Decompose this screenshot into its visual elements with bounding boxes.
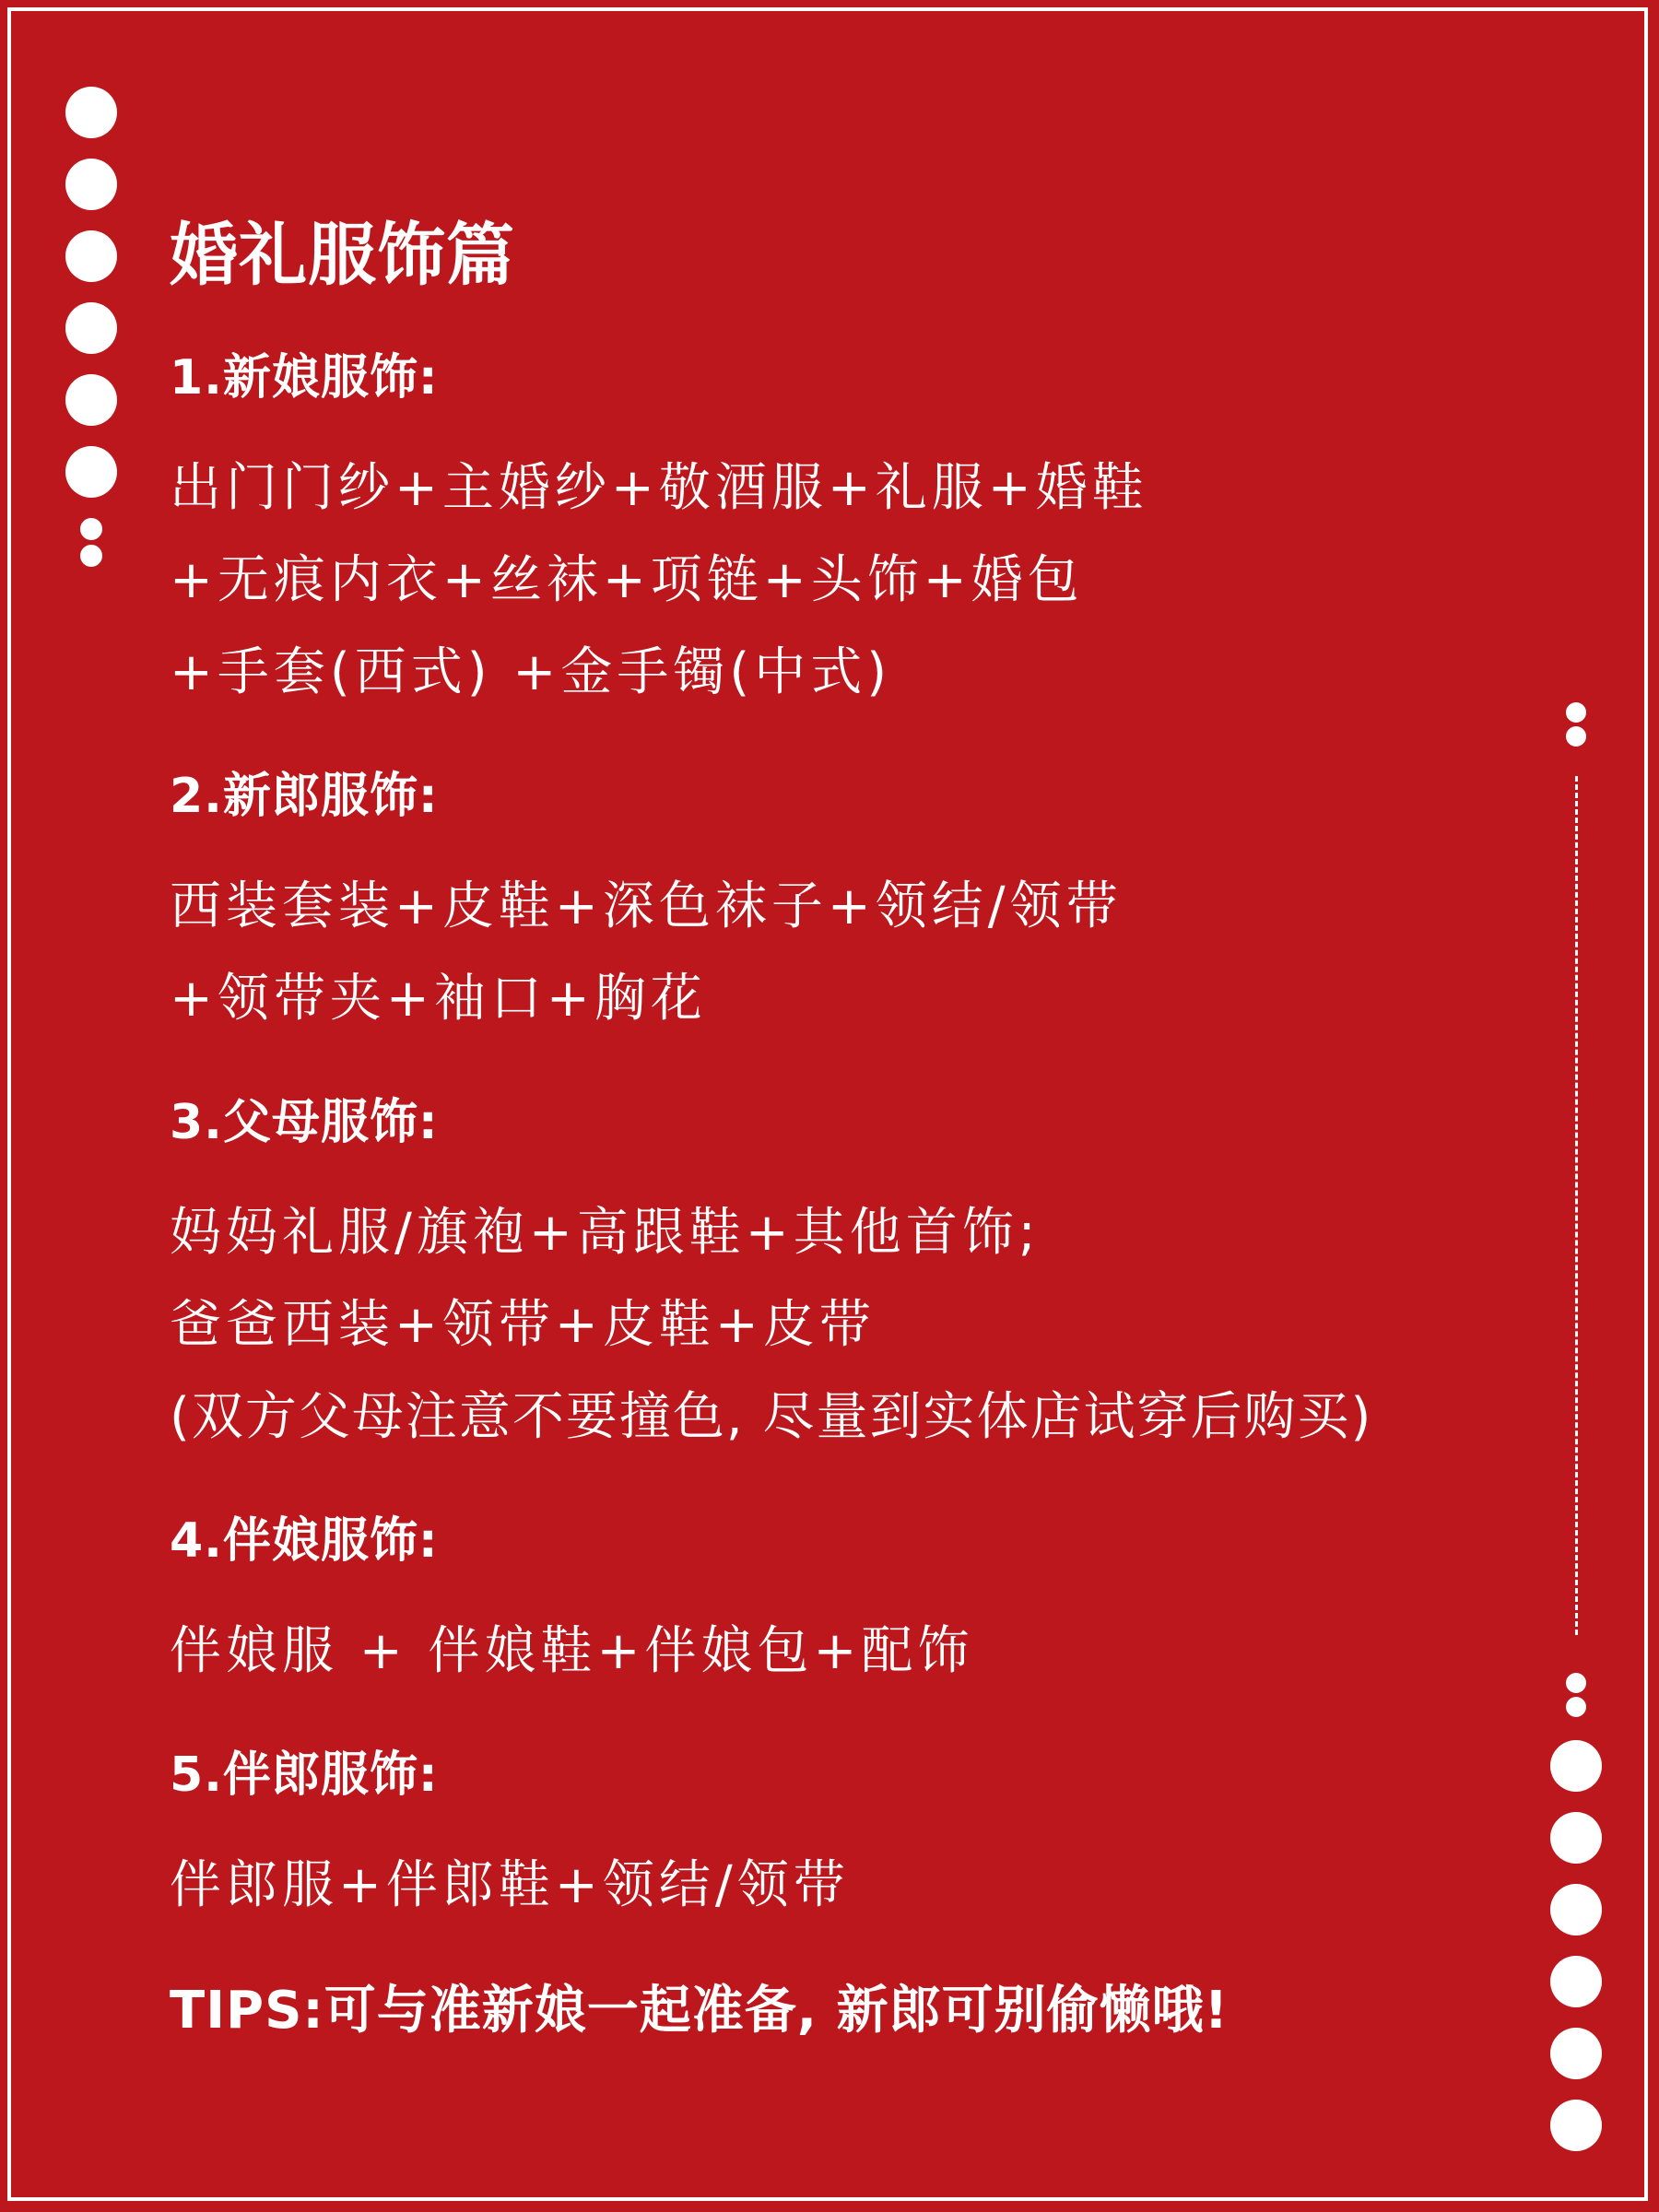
decor-dot-small: [80, 518, 102, 540]
item-line: 伴郎服+伴郎鞋+领结/领带: [170, 1855, 850, 1915]
decor-dot-large: [65, 230, 117, 282]
page-title: 婚礼服饰篇: [170, 216, 515, 295]
decor-dot-small: [1566, 726, 1586, 747]
decor-dot-large: [1550, 1812, 1602, 1864]
decor-dot-large: [65, 446, 117, 498]
decor-dot-large: [65, 374, 117, 426]
section-heading: 2.新郎服饰:: [170, 769, 439, 824]
decor-dot-large: [1550, 2028, 1602, 2079]
item-line: 伴娘服 + 伴娘鞋+伴娘包+配饰: [170, 1621, 974, 1681]
section-parents: [170, 1095, 1552, 1464]
decor-dot-large: [1550, 1884, 1602, 1936]
decor-dot-large: [1550, 2100, 1602, 2151]
decor-dot-large: [1550, 1740, 1602, 1792]
main-content: [170, 216, 1552, 2041]
section-heading: 4.伴娘服饰:: [170, 1513, 439, 1569]
section-groom: [170, 769, 1552, 1045]
item-line: 出门门纱+主婚纱+敬酒服+礼服+婚鞋: [170, 458, 1148, 518]
decor-dot-small: [1566, 1673, 1586, 1693]
section-heading: 5.伴郎服饰:: [170, 1747, 439, 1803]
tips-note: TIPS:可与准新娘一起准备, 新郎可别偷懒哦!: [170, 1981, 1230, 2041]
item-line: +无痕内衣+丝袜+项链+头饰+婚包: [170, 550, 1084, 610]
item-line: 西装套装+皮鞋+深色袜子+领结/领带: [170, 877, 1123, 936]
decor-dot-large: [65, 87, 117, 138]
decor-dot-small: [1566, 1697, 1586, 1717]
item-line: 爸爸西装+领带+皮鞋+皮带: [170, 1295, 876, 1355]
section-groomsman: [170, 1747, 1552, 1932]
section-bride: [170, 350, 1552, 719]
decor-dot-small: [1566, 702, 1586, 723]
item-line: (双方父母注意不要撞色, 尽量到实体店试穿后购买): [170, 1387, 1373, 1447]
decor-dot-small: [80, 545, 102, 567]
item-line: +手套(西式) +金手镯(中式): [170, 642, 892, 702]
section-heading: 1.新娘服饰:: [170, 350, 439, 406]
section-heading: 3.父母服饰:: [170, 1095, 439, 1150]
section-bridesmaid: [170, 1513, 1552, 1698]
decor-dashed-line: [1575, 776, 1578, 1635]
decor-dot-large: [65, 302, 117, 354]
decor-dot-large: [1550, 1956, 1602, 2007]
item-line: +领带夹+袖口+胸花: [170, 969, 707, 1029]
item-line: 妈妈礼服/旗袍+高跟鞋+其他首饰;: [170, 1203, 1041, 1263]
decor-dot-large: [65, 159, 117, 210]
